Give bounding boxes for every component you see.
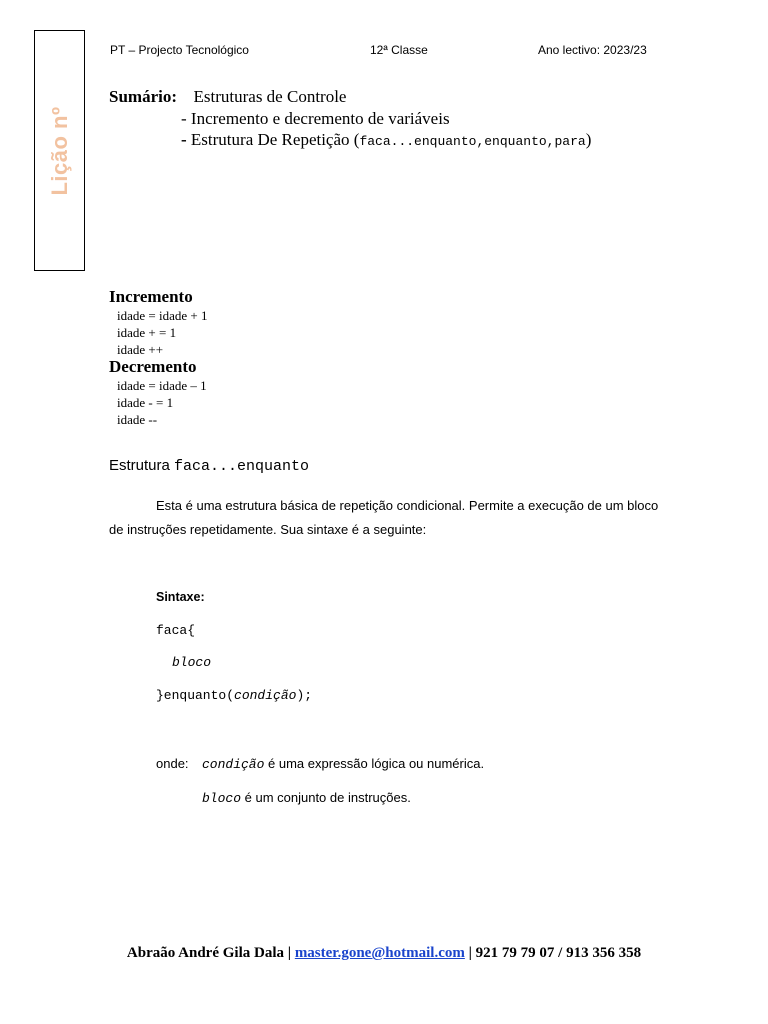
- definition-block-desc: é um conjunto de instruções.: [241, 790, 411, 805]
- definition-condition: [202, 756, 484, 772]
- definition-block: [202, 790, 411, 806]
- syntax-line-3-start: }enquanto(: [156, 688, 235, 703]
- decrement-line: idade = idade – 1: [117, 378, 207, 393]
- summary: [109, 86, 591, 153]
- summary-item-2-code: faca...enquanto,enquanto,para: [359, 134, 586, 149]
- header-class: 12ª Classe: [370, 43, 428, 57]
- definition-condition-term: condição: [202, 757, 265, 772]
- section-heading-prefix: Estrutura: [109, 457, 175, 474]
- syntax-label: Sintaxe:: [156, 590, 205, 604]
- definitions-onde: onde:: [156, 756, 189, 771]
- footer-phones: | 921 79 79 07 / 913 356 358: [464, 945, 642, 961]
- header-course: PT – Projecto Tecnológico: [110, 43, 249, 57]
- footer: [0, 945, 768, 962]
- increment-line: idade + = 1: [117, 325, 177, 340]
- increment-line: idade ++: [117, 342, 164, 357]
- summary-item-2: [109, 129, 591, 153]
- header-year: Ano lectivo: 2023/23: [538, 43, 647, 57]
- summary-item-2-dash: -: [181, 130, 187, 149]
- summary-label: Sumário:: [109, 87, 177, 106]
- footer-email-link[interactable]: master.gone@hotmail.com: [294, 945, 465, 961]
- section-heading: [109, 457, 309, 475]
- summary-topic: Estruturas de Controle: [193, 87, 347, 106]
- syntax-line-3: [156, 688, 312, 703]
- definition-condition-desc: é uma expressão lógica ou numérica.: [264, 756, 485, 771]
- syntax-line-1: faca{: [156, 623, 196, 638]
- lesson-box: [34, 30, 85, 271]
- increment-line: idade = idade + 1: [117, 308, 208, 323]
- decrement-lines: [117, 377, 207, 428]
- summary-item-2-close: ): [585, 130, 592, 149]
- section-paragraph: [109, 494, 669, 541]
- lesson-label: Lição nº: [46, 105, 72, 196]
- decrement-title: Decremento: [109, 357, 197, 376]
- summary-item-2-text: Estrutura De Repetição (: [186, 130, 360, 149]
- section-heading-code: faca...enquanto: [174, 458, 310, 475]
- increment-title: Incremento: [109, 287, 193, 306]
- paragraph-line-2: de instruções repetidamente. Sua sintaxe é a seguinte:: [109, 521, 427, 537]
- footer-name: Abraão André Gila Dala |: [126, 945, 295, 961]
- increment-lines: [117, 307, 207, 358]
- syntax-line-2: bloco: [172, 655, 212, 670]
- summary-item-1: - Incremento e decremento de variáveis: [181, 108, 450, 128]
- decrement-line: idade --: [117, 412, 158, 427]
- paragraph-line-1: Esta é uma estrutura básica de repetição condicional. Permite a execução de um bloco: [156, 498, 659, 513]
- decrement-line: idade - = 1: [117, 395, 174, 410]
- syntax-line-3-condition: condição: [234, 688, 297, 703]
- syntax-line-3-end: );: [296, 688, 313, 703]
- definition-block-term: bloco: [202, 791, 242, 806]
